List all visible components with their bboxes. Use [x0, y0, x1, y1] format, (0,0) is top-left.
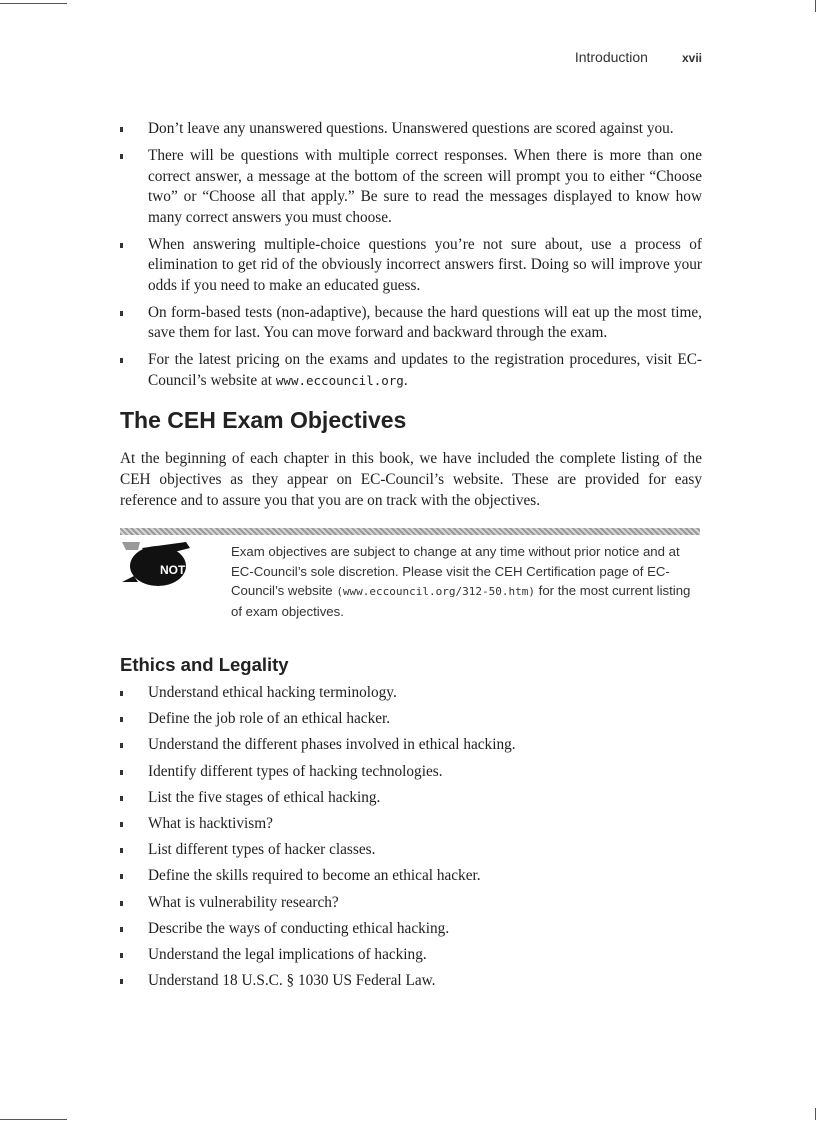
note-pencil-icon [120, 538, 202, 588]
list-item: List different types of hacker classes. [120, 840, 702, 866]
section-paragraph: At the beginning of each chapter in this book, we have included the complete listing of the CEH objectives as they appear on EC-Council’s website. These are provided for easy reference and to assure you that you are on track with the objectives. [120, 450, 702, 509]
list-item: Describe the ways of conducting ethical hacking. [120, 919, 702, 945]
list-item: Understand the legal implications of hacking. [120, 945, 702, 971]
bullet-icon [120, 927, 123, 932]
exam-tips-list [120, 119, 702, 398]
bullet-icon [120, 243, 123, 248]
bullet-icon [120, 311, 123, 316]
list-item: Identify different types of hacking technologies. [120, 762, 702, 788]
list-item: Define the skills required to become an ethical hacker. [120, 866, 702, 892]
list-item: Understand the different phases involved in ethical hacking. [120, 735, 702, 761]
bullet-icon [120, 822, 123, 827]
bullet-icon [120, 743, 123, 748]
objectives-list [120, 683, 702, 997]
running-header [0, 49, 702, 65]
list-item: On form-based tests (non-adaptive), because the hard questions will eat up the most time, save them for last. You can move forward and backward through the exam. [120, 303, 702, 344]
bullet-icon [120, 358, 123, 363]
bullet-icon [120, 796, 123, 801]
list-item: What is vulnerability research? [120, 893, 702, 919]
list-item: Understand 18 U.S.C. § 1030 US Federal Law. [120, 971, 702, 997]
bullet-icon [120, 154, 123, 159]
list-item: For the latest pricing on the exams and updates to the registration procedures, visit EC-Council’s website at www.eccouncil.org. [120, 350, 702, 391]
bullet-icon [120, 979, 123, 984]
bullet-icon [120, 848, 123, 853]
bullet-icon [120, 717, 123, 722]
list-item: List the five stages of ethical hacking. [120, 788, 702, 814]
note-text: Exam objectives are subject to change at any time without prior notice and at EC-Council’s sole discretion. Please visit the CEH Certification page of EC-Council’s website (www.eccouncil.org/312-50.htm) for the most current listing of exam objectives. [231, 544, 691, 619]
note-divider [120, 528, 700, 535]
subsection-title: Ethics and Legality [120, 654, 289, 675]
ceh-certification-link[interactable]: (www.eccouncil.org/312-50.htm) [336, 585, 535, 598]
list-item: Define the job role of an ethical hacker. [120, 709, 702, 735]
bullet-icon [120, 953, 123, 958]
note-icon-label: NOTE [160, 563, 194, 577]
list-item: There will be questions with multiple correct responses. When there is more than one correct answer, a message at the bottom of the screen will prompt you to either “Choose two” or “Choose all that apply.” Be sure to read the messages displayed to know how many correct answers you must choose. [120, 146, 702, 228]
bullet-icon [120, 691, 123, 696]
list-item: Understand ethical hacking terminology. [120, 683, 702, 709]
list-item: When answering multiple-choice questions you’re not sure about, use a process of elimination to get rid of the obviously incorrect answers first. Doing so will improve your odds if you need to make an educated guess. [120, 235, 702, 297]
header-title: Introduction [574, 49, 648, 65]
page-number: xvii [681, 51, 702, 65]
crop-mark [0, 3, 67, 4]
bullet-icon [120, 127, 123, 132]
bullet-icon [120, 901, 123, 906]
bullet-icon [120, 770, 123, 775]
section-title: The CEH Exam Objectives [120, 407, 407, 433]
list-item: What is hacktivism? [120, 814, 702, 840]
list-item: Don’t leave any unanswered questions. Unanswered questions are scored against you. [120, 119, 702, 140]
bullet-icon [120, 874, 123, 879]
crop-mark [0, 1119, 67, 1120]
eccouncil-link[interactable]: www.eccouncil.org [275, 372, 404, 388]
